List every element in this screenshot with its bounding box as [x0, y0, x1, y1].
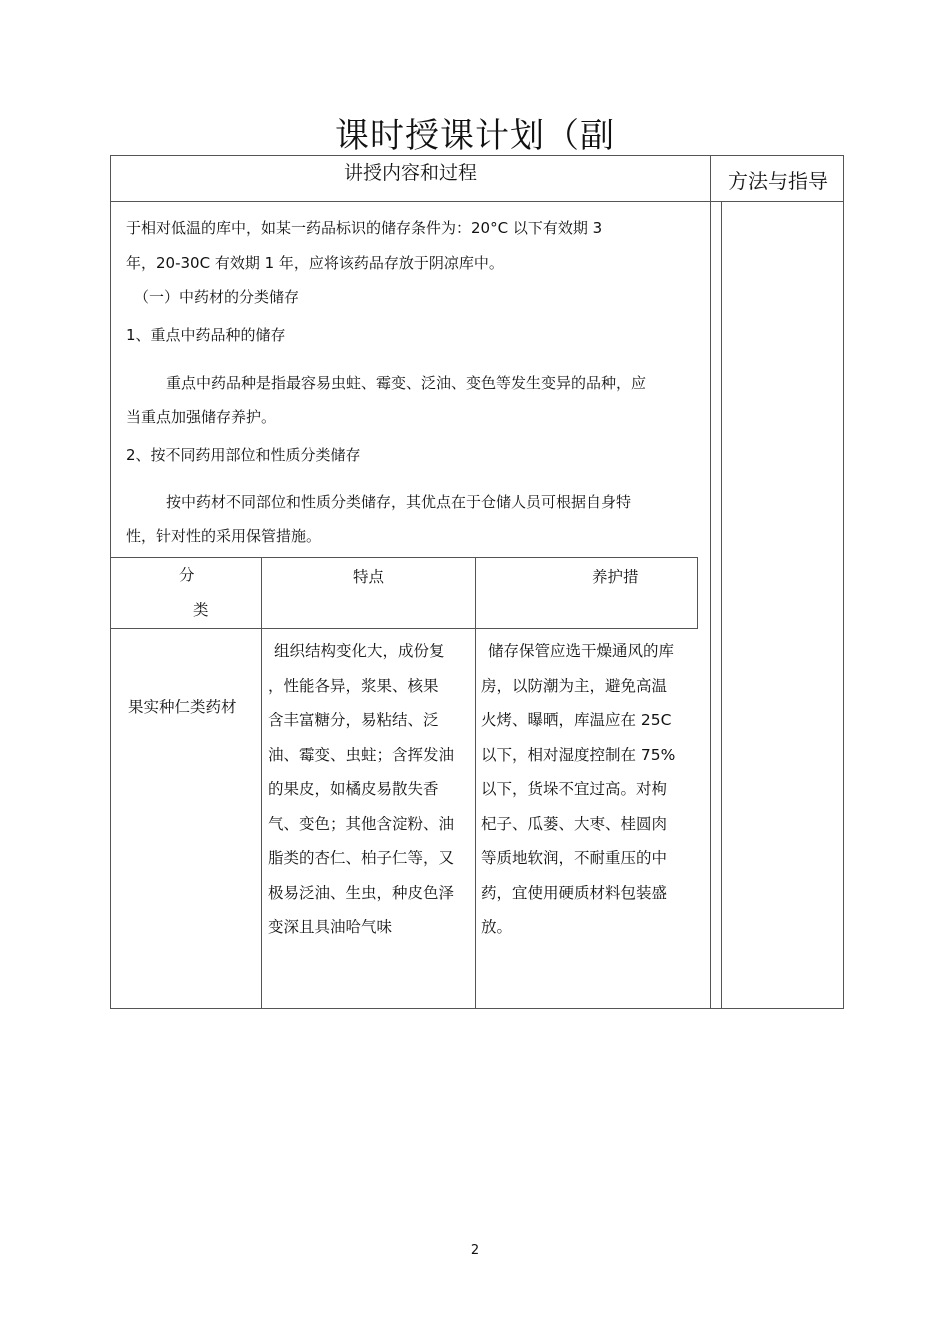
- paragraph-line: 年，20-30C 有效期 1 年，应将该药品存放于阴凉库中。: [126, 254, 504, 272]
- feature-line: 气、变色；其他含淀粉、油: [268, 814, 455, 833]
- care-line: 等质地软润，不耐重压的中: [481, 849, 668, 867]
- header-features: 特点: [353, 568, 385, 586]
- table-column-divider: [261, 557, 262, 1009]
- care-line: 放。: [481, 918, 513, 936]
- care-line: 以下，相对湿度控制在 75%: [481, 745, 676, 764]
- care-line: 药，宜使用硬质材料包装盛: [481, 883, 668, 902]
- header-category: 类: [193, 601, 209, 619]
- header-method-guidance: 方法与指导: [728, 169, 828, 193]
- header-category: 分: [179, 566, 195, 584]
- feature-line: 组织结构变化大，成份复: [274, 642, 445, 660]
- feature-line: 变深且具油哈气味: [268, 918, 393, 936]
- paragraph-line: 重点中药品种是指最容易虫蛀、霉变、泛油、变色等发生变异的品种，应: [166, 374, 647, 392]
- paragraph-line: 当重点加强储存养护。: [126, 408, 277, 426]
- section-heading: （一）中药材的分类储存: [134, 288, 300, 306]
- care-line: 杞子、瓜蒌、大枣、桂圆肉: [481, 814, 668, 833]
- care-line: 火烤、曝晒，库温应在 25C: [481, 711, 672, 729]
- feature-line: 的果皮，如橘皮易散失香: [268, 780, 439, 798]
- feature-line: 油、霉变、虫蛀；含挥发油: [268, 745, 455, 764]
- care-line: 储存保管应选干燥通风的库: [488, 642, 675, 660]
- feature-line: ，性能各异，浆果、核果: [268, 676, 439, 695]
- table-top-border: [110, 557, 698, 558]
- paragraph-line: 性，针对性的采用保管措施。: [126, 527, 322, 545]
- table-right-border: [697, 557, 698, 628]
- column-divider: [710, 156, 711, 1008]
- feature-line: 含丰富糖分，易粘结、泛: [268, 711, 439, 729]
- classification-table: [110, 557, 698, 1009]
- row-category: 果实种仁类药材: [128, 698, 237, 716]
- table-column-divider: [475, 557, 476, 1009]
- header-care: 养护措: [592, 568, 639, 586]
- paragraph-line: 按中药材不同部位和性质分类储存，其优点在于仓储人员可根据自身特: [166, 493, 632, 511]
- item-heading: 2、按不同药用部位和性质分类储存: [126, 446, 361, 464]
- page-title: 课时授课计划（副: [335, 116, 615, 156]
- paragraph-line: 于相对低温的库中，如某一药品标识的储存条件为：20°C 以下有效期 3: [126, 219, 603, 237]
- table-header-divider: [110, 628, 698, 629]
- page-number: 2: [470, 1243, 480, 1258]
- care-line: 房，以防潮为主，避免高温: [481, 676, 668, 695]
- column-divider-inner: [721, 201, 722, 1008]
- feature-line: 极易泛油、生虫，种皮色泽: [268, 883, 455, 902]
- care-line: 以下，货垛不宜过高。对枸: [481, 780, 668, 798]
- feature-line: 脂类的杏仁、柏子仁等，又: [268, 849, 455, 867]
- item-heading: 1、重点中药品种的储存: [126, 326, 286, 344]
- header-content-process: 讲授内容和过程: [343, 162, 477, 184]
